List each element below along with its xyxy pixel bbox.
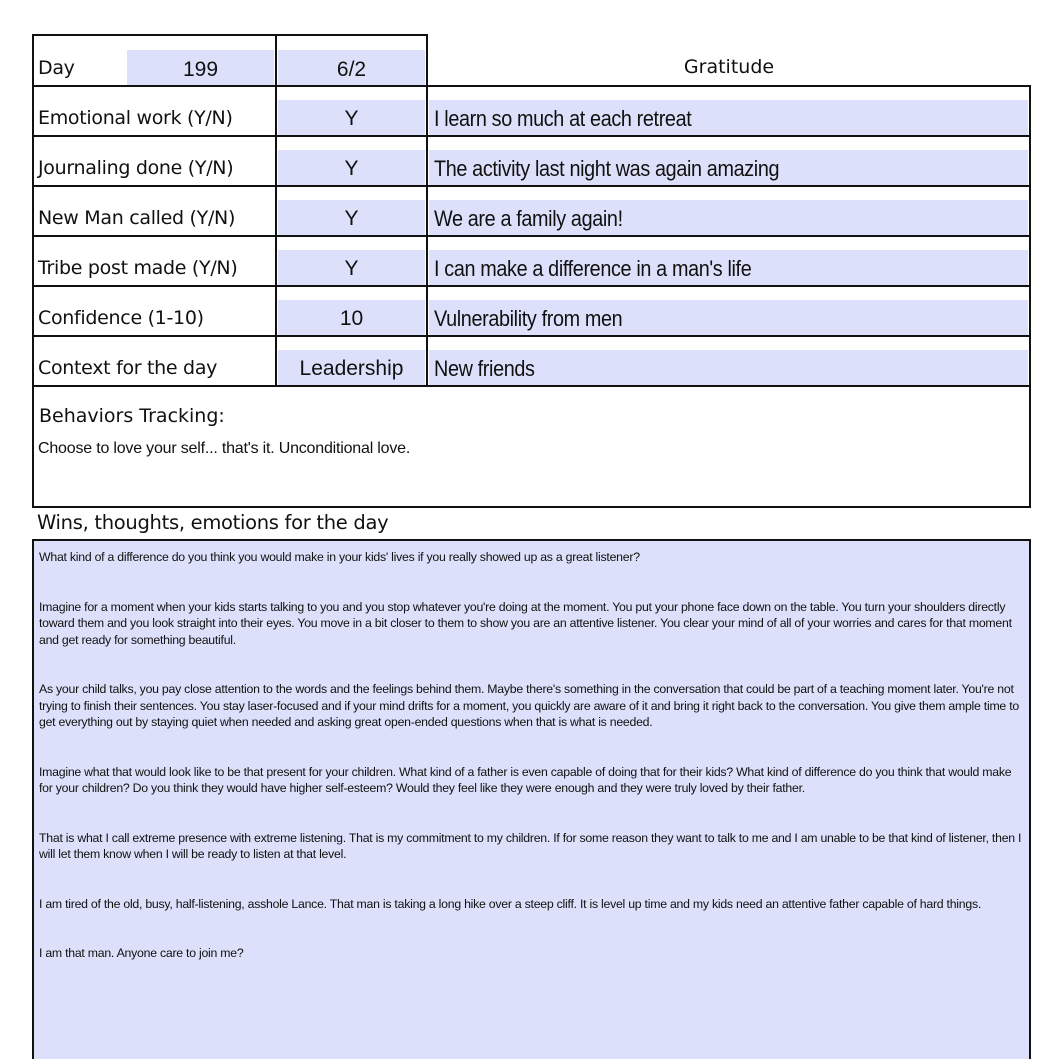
gratitude-entry[interactable] [429,250,1028,285]
row-divider [426,335,428,387]
gratitude-text: I can make a difference in a man's life [434,255,752,281]
tracker-value[interactable]: 10 [278,300,425,335]
tracker-value[interactable]: Y [278,250,425,285]
gratitude-entry[interactable] [429,100,1028,135]
journal-paragraph: What kind of a difference do you think you would make in your kids' lives if you really showed up as a great listener? [39,550,640,564]
gratitude-text: I learn so much at each retreat [434,105,692,131]
tracker-label: Context for the day [38,357,218,379]
day-number[interactable]: 199 [127,50,274,85]
behaviors-text[interactable]: Choose to love your self... that's it. Unconditional love. [38,440,411,457]
row-divider [275,335,277,387]
tracker-label: Journaling done (Y/N) [38,157,234,179]
journal-paragraph: Imagine what that would look like to be that present for your children. What kind of a father is even capable of doing that for their kids? What kind of difference do you think that would make for your children? Do you think they would have higher self-esteem? Would they feel like they were enough and they were truly loved by their father. [39,764,1012,795]
row-divider [275,185,277,237]
row-divider [426,85,428,137]
tracker-value[interactable]: Y [278,150,425,185]
gratitude-text: New friends [434,355,535,381]
row-divider [426,185,428,237]
gratitude-title: Gratitude [683,56,775,78]
row-divider [275,85,277,137]
journal-paragraph: I am that man. Anyone care to join me? [39,946,244,960]
gratitude-text: Vulnerability from men [434,305,623,331]
gratitude-entry[interactable] [429,300,1028,335]
wins-title: Wins, thoughts, emotions for the day [37,511,389,534]
tracker-label: New Man called (Y/N) [38,207,236,229]
row-divider [275,235,277,287]
row-divider [426,285,428,337]
row-divider [275,285,277,337]
behaviors-box [32,385,1031,508]
gratitude-entry[interactable] [429,350,1028,385]
wins-journal-box[interactable] [32,539,1031,1059]
journal-paragraph: I am tired of the old, busy, half-listening, asshole Lance. That man is taking a long hike over a steep cliff. It is level up time and my kids need an attentive father capable of hard things. [39,896,982,911]
gratitude-text: We are a family again! [434,205,623,231]
date-field[interactable]: 6/2 [278,50,425,85]
behaviors-title: Behaviors Tracking: [39,405,225,427]
tracker-label: Tribe post made (Y/N) [38,257,238,279]
tracker-value[interactable]: Y [278,200,425,235]
gratitude-entry[interactable] [429,200,1028,235]
header-divider [275,34,277,87]
tracker-label: Emotional work (Y/N) [38,107,233,129]
gratitude-entry[interactable] [429,150,1028,185]
row-divider [426,235,428,287]
tracker-value[interactable]: Leadership [278,350,425,385]
wins-paragraphs [39,549,1023,962]
day-label: Day [38,57,75,79]
tracker-label: Confidence (1-10) [38,307,204,329]
row-divider [426,135,428,187]
tracker-value[interactable]: Y [278,100,425,135]
journal-paragraph: As your child talks, you pay close attention to the words and the feelings behind them. Maybe there's something in the conversation that could be part of a teaching moment later. You're not trying to finish their sentences. You stay laser-focused and if your mind drifts for a moment, you quickly are aware of it and bring it right back to the conversation. You give them ample time to get everything out by staying quiet when needed and asking great open-ended questions when that is what is needed. [39,682,1019,729]
journal-paragraph: That is what I call extreme presence with extreme listening. That is my commitment to my children. If for some reason they want to talk to me and I am unable to be that kind of listener, then I will let them know when I will be ready to listen at that level. [39,830,1022,861]
gratitude-text: The activity last night was again amazing [434,155,780,181]
row-divider [275,135,277,187]
journal-paragraph: Imagine for a moment when your kids starts talking to you and you stop whatever you're doing at the moment. You put your phone face down on the table. You turn your shoulders directly toward them and you look straight into their eyes. You move in a bit closer to them to show you are an attentive listener. You clear your mind of all of your worries and cares for that moment and get ready for something beautiful. [39,599,1012,647]
